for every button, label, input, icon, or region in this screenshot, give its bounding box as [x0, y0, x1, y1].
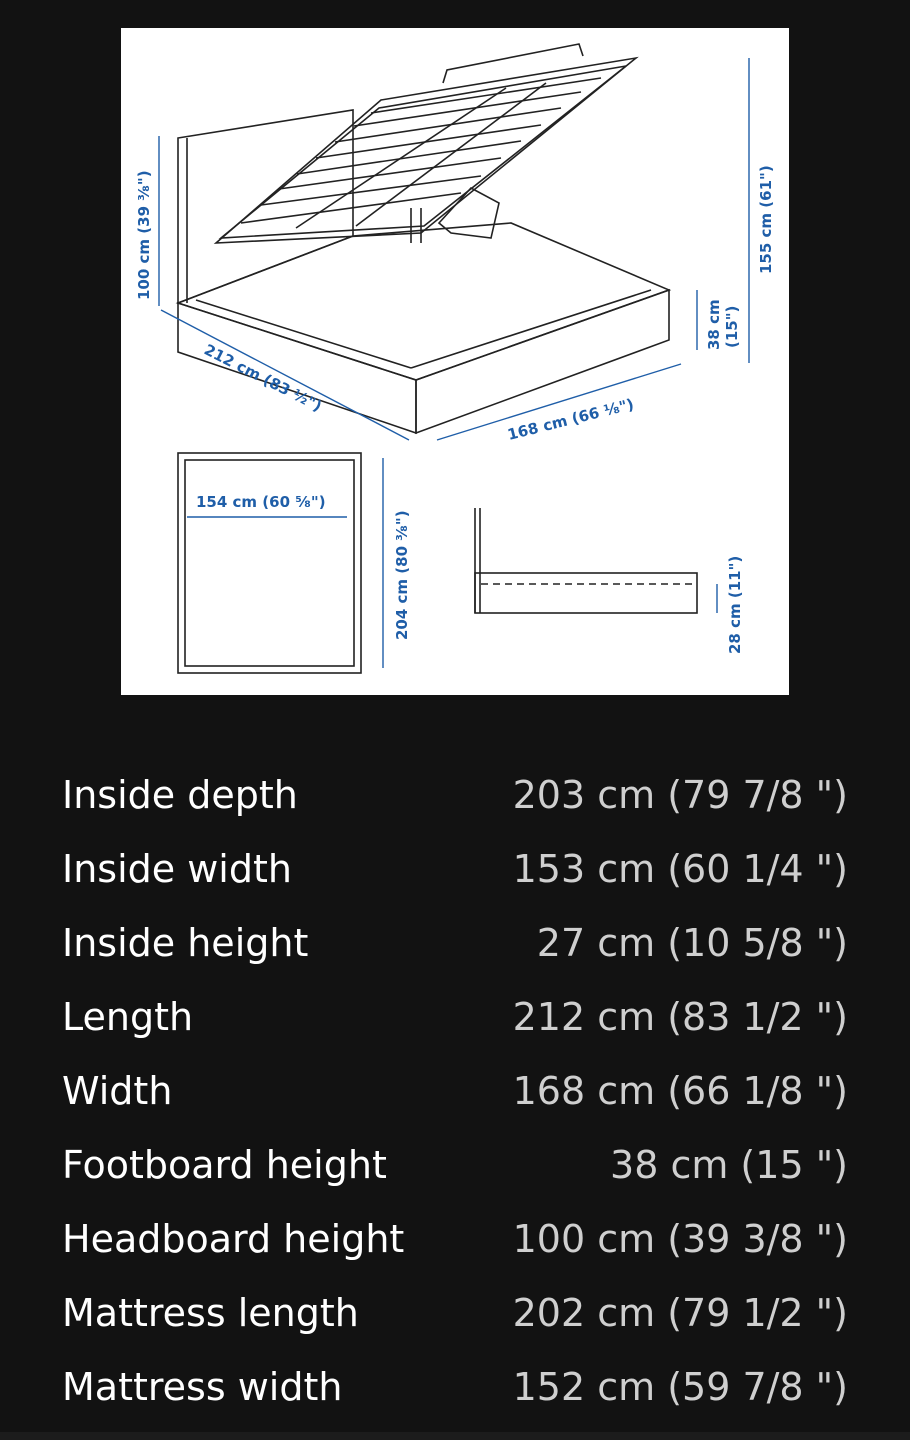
spec-value: 38 cm (15 "): [610, 1143, 848, 1187]
spec-value: 168 cm (66 1/8 "): [512, 1069, 848, 1113]
spec-value: 152 cm (59 7/8 "): [512, 1365, 848, 1409]
inside-depth-dim: 204 cm (80 ³⁄₈"): [393, 510, 411, 640]
total-height-dim: 155 cm (61"): [757, 165, 775, 274]
spec-row-headboard-height: [62, 1202, 848, 1276]
spec-row-mattress-length: [62, 1276, 848, 1350]
spec-row-width: [62, 1054, 848, 1128]
spec-value: 153 cm (60 1/4 "): [512, 847, 848, 891]
dimension-diagram[interactable]: [121, 28, 789, 695]
spec-value: 27 cm (10 5/8 "): [536, 921, 848, 965]
inside-width-dim: 154 cm (60 ⁵⁄₈"): [196, 493, 326, 511]
spec-row-length: [62, 980, 848, 1054]
spec-label: Mattress width: [62, 1365, 343, 1409]
spec-value: 212 cm (83 1/2 "): [512, 995, 848, 1039]
spec-label: Length: [62, 995, 194, 1039]
spec-label: Inside depth: [62, 773, 298, 817]
length-dim: 212 cm (83 ½"): [201, 340, 325, 416]
spec-value: 203 cm (79 7/8 "): [512, 773, 848, 817]
spec-row-inside-depth: [62, 758, 848, 832]
headboard-height-dim: 100 cm (39 ³⁄₈"): [135, 170, 153, 300]
width-dim: 168 cm (66 ¹⁄₈"): [505, 395, 636, 444]
inside-height-dim: 28 cm (11"): [726, 555, 744, 654]
spec-label: Inside width: [62, 847, 292, 891]
spec-list: [62, 758, 848, 1424]
spec-label: Footboard height: [62, 1143, 387, 1187]
bottom-bar: [0, 1432, 910, 1440]
footboard-height-dim-cm: 38 cm: [705, 299, 723, 350]
spec-row-mattress-width: [62, 1350, 848, 1424]
spec-label: Width: [62, 1069, 173, 1113]
spec-label: Mattress length: [62, 1291, 359, 1335]
spec-row-inside-height: [62, 906, 848, 980]
spec-value: 202 cm (79 1/2 "): [512, 1291, 848, 1335]
footboard-height-dim-in: (15"): [723, 305, 741, 348]
spec-label: Headboard height: [62, 1217, 405, 1261]
spec-row-inside-width: [62, 832, 848, 906]
spec-value: 100 cm (39 3/8 "): [512, 1217, 848, 1261]
spec-label: Inside height: [62, 921, 309, 965]
bed-drawing: [121, 28, 789, 695]
spec-row-footboard-height: [62, 1128, 848, 1202]
